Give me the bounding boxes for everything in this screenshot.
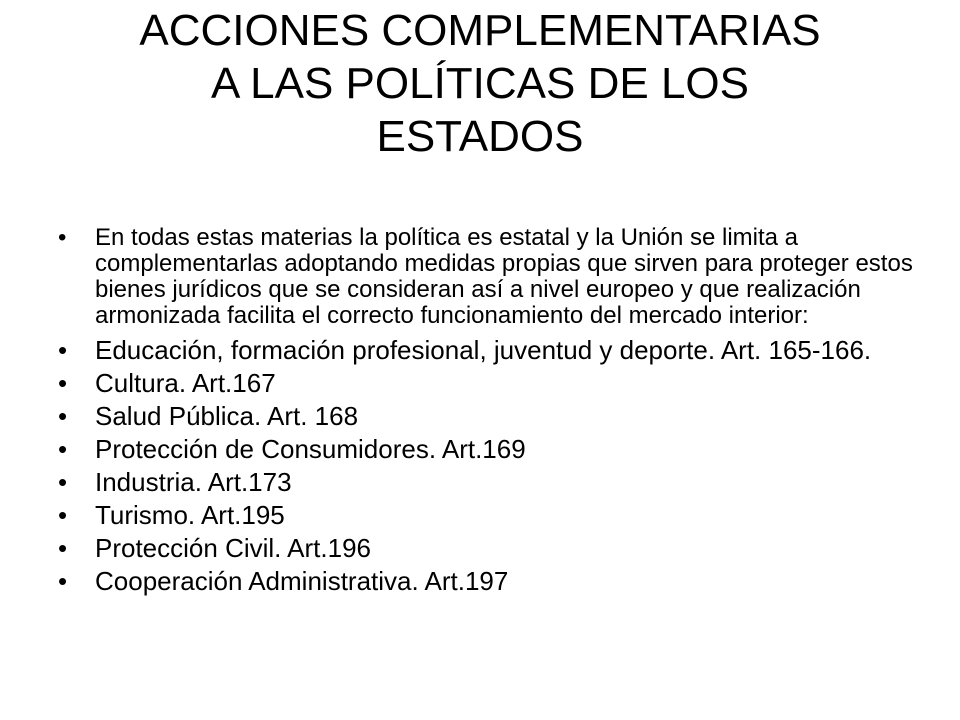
bullet-text: Cultura. Art.167 bbox=[95, 368, 276, 398]
bullet-text: Protección de Consumidores. Art.169 bbox=[95, 434, 526, 464]
bullet-item-proteccion-civil bbox=[58, 533, 920, 563]
bullet-item-consumidores bbox=[58, 434, 920, 464]
bullet-dot-icon: • bbox=[58, 467, 68, 497]
bullet-item-salud bbox=[58, 401, 920, 431]
slide-title-line-1: ACCIONES COMPLEMENTARIAS bbox=[139, 6, 821, 55]
bullet-text: Industria. Art.173 bbox=[95, 467, 292, 497]
bullet-dot-icon: • bbox=[58, 335, 68, 365]
bullet-dot-icon: • bbox=[58, 566, 68, 596]
slide-title-line-3: ESTADOS bbox=[376, 112, 584, 161]
slide-title bbox=[48, 4, 912, 163]
slide-title-line-2: A LAS POLÍTICAS DE LOS bbox=[211, 59, 749, 108]
bullet-text: Salud Pública. Art. 168 bbox=[95, 401, 359, 431]
bullet-text: Protección Civil. Art.196 bbox=[95, 533, 372, 563]
bullet-dot-icon: • bbox=[58, 500, 68, 530]
bullet-item-cooperacion bbox=[58, 566, 920, 596]
bullet-item-turismo bbox=[58, 500, 920, 530]
bullet-text: En todas estas materias la política es estatal y la Unión se limita a complementarlas adoptando medidas propias que sirven para proteger estos bienes jurídicos que se consideran así a nivel europeo y que realización armonizada facilita el correcto funcionamiento del mercado interior: bbox=[95, 224, 913, 329]
bullet-text: Educación, formación profesional, juventud y deporte. Art. 165-166. bbox=[95, 335, 872, 365]
bullet-dot-icon: • bbox=[58, 401, 68, 431]
bullet-text: Turismo. Art.195 bbox=[95, 500, 285, 530]
bullet-dot-icon: • bbox=[58, 224, 67, 251]
bullet-dot-icon: • bbox=[58, 434, 68, 464]
bullet-item-educacion bbox=[58, 335, 920, 365]
bullet-dot-icon: • bbox=[58, 533, 68, 563]
bullet-dot-icon: • bbox=[58, 368, 68, 398]
bullet-item-cultura bbox=[58, 368, 920, 398]
bullet-text: Cooperación Administrativa. Art.197 bbox=[95, 566, 509, 596]
bullet-item-intro bbox=[58, 225, 920, 329]
bullet-item-industria bbox=[58, 467, 920, 497]
bullet-list bbox=[58, 225, 920, 596]
